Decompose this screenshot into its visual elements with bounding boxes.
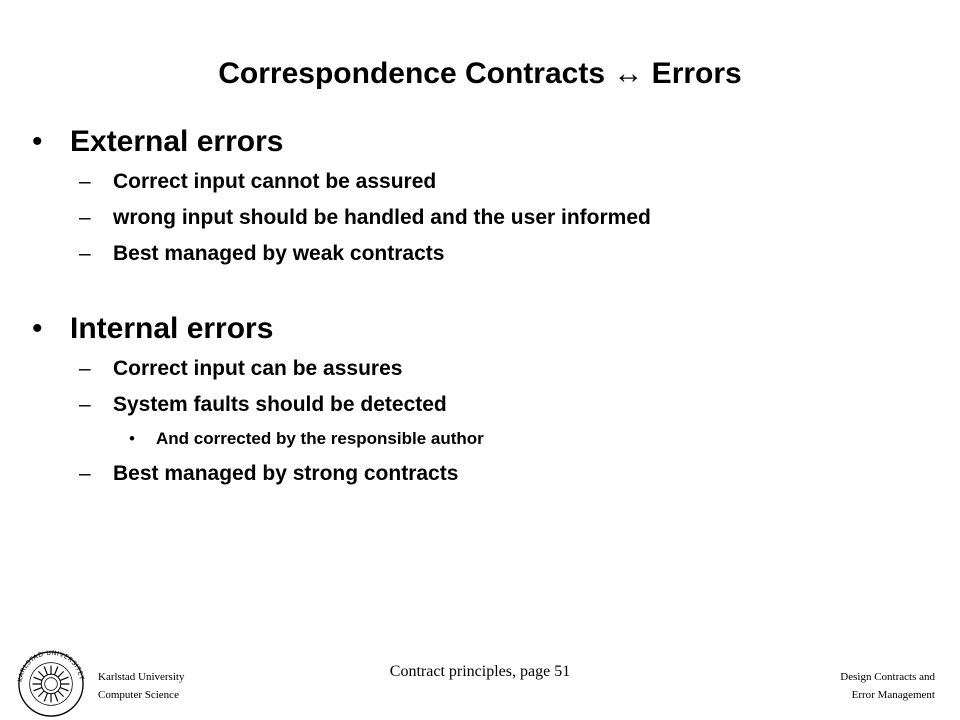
bullet-point — [30, 241, 930, 277]
footer-page-label: Contract principles, page 51 — [389, 663, 571, 680]
slide-title: Correspondence Contracts ↔ Errors — [218, 57, 742, 90]
bullet-heading — [30, 124, 930, 160]
dash-icon: – — [79, 206, 91, 229]
bullet-dot-icon: • — [32, 125, 43, 158]
footer-course-line1: Design Contracts and — [840, 671, 935, 683]
point-text: System faults should be detected — [113, 393, 447, 416]
sub-bullet-point — [30, 428, 930, 461]
dash-icon: – — [79, 170, 91, 193]
subpoint-text: And corrected by the responsible author — [156, 429, 484, 448]
bullet-dot-icon: • — [32, 312, 43, 345]
dash-icon: – — [79, 462, 91, 485]
bullet-point — [30, 461, 930, 497]
footer-department: Computer Science — [98, 689, 179, 701]
footer-university: Karlstad University — [98, 671, 185, 683]
heading-text: Internal errors — [70, 312, 274, 345]
dash-icon: – — [79, 393, 91, 416]
point-text: Correct input cannot be assured — [113, 170, 437, 193]
heading-text: External errors — [70, 125, 284, 158]
bullet-point — [30, 356, 930, 392]
point-text: Best managed by strong contracts — [113, 462, 459, 485]
point-text: Correct input can be assures — [113, 357, 403, 380]
bullet-heading — [30, 311, 930, 347]
footer-right — [840, 668, 935, 704]
point-text: wrong input should be handled and the user informed — [113, 206, 651, 229]
section-external-errors — [30, 124, 930, 277]
svg-text:KARLSTAD UNIVERSITET: KARLSTAD UNIVERSITET — [16, 650, 85, 683]
bullet-point — [30, 169, 930, 205]
dash-icon: – — [79, 357, 91, 380]
footer-course-line2: Error Management — [851, 689, 935, 701]
point-text: Best managed by weak contracts — [113, 242, 445, 265]
karlstad-university-seal-icon — [12, 650, 90, 718]
bullet-point — [30, 205, 930, 241]
dash-icon: – — [79, 242, 91, 265]
bullet-dot-icon: • — [129, 429, 135, 448]
section-internal-errors — [30, 311, 930, 497]
bullet-point — [30, 392, 930, 428]
